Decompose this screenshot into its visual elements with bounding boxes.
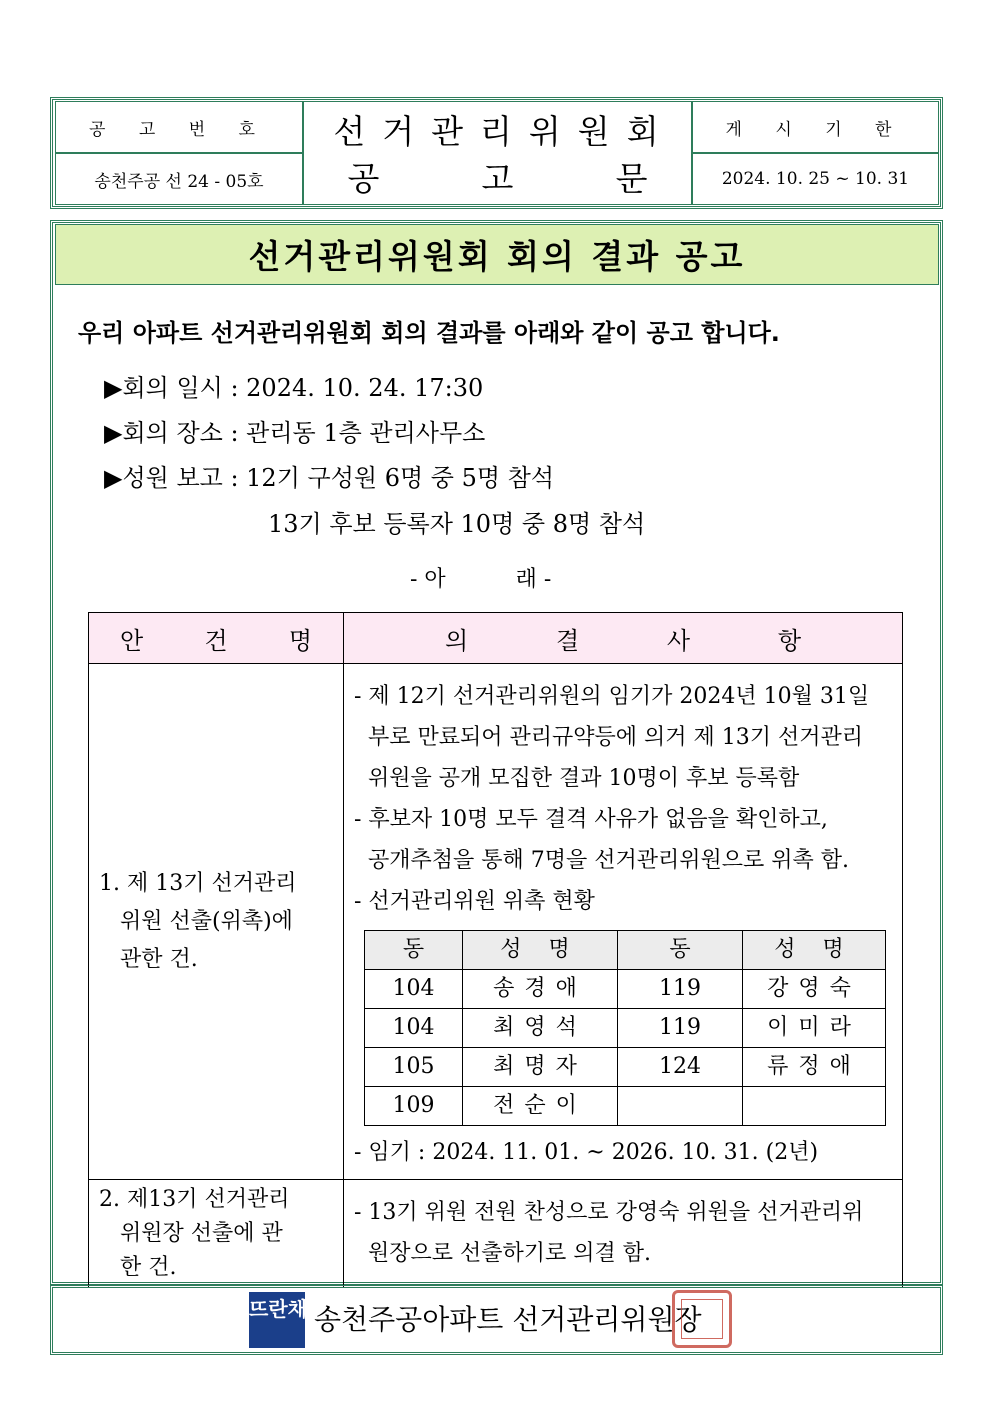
agenda-item-1-line: 관한 건.	[99, 946, 198, 972]
notice-number-label: 공 고 번 호	[89, 119, 269, 140]
logo-text: 뜨란채	[249, 1297, 307, 1321]
resolution-1-line: - 후보자 10명 모두 결격 사유가 없음을 확인하고,	[354, 807, 828, 832]
term-of-office: - 임기 : 2024. 11. 01. ~ 2026. 10. 31. (2년)	[354, 1140, 819, 1165]
member-name: 이미라	[743, 1009, 886, 1048]
members-header-row	[365, 931, 886, 970]
member-dong: 109	[365, 1087, 463, 1126]
agenda-item-2	[89, 1180, 344, 1288]
meeting-place: ▶회의 장소 : 관리동 1층 관리사무소	[104, 419, 486, 447]
agenda-table	[88, 612, 903, 1288]
agenda-item-1-line: 위원 선출(위촉)에	[99, 908, 293, 934]
notice-title-char-3: 문	[615, 159, 648, 198]
agenda-item-header	[89, 613, 344, 664]
agenda-resolution-1	[344, 664, 903, 1180]
member-dong: 119	[618, 970, 743, 1009]
notice-title-line1: 선거관리위원회	[333, 112, 676, 151]
quorum-report-2: 13기 후보 등록자 10명 중 8명 참석	[268, 510, 646, 538]
member-dong	[618, 1087, 743, 1126]
notice-title-char-1: 공	[347, 159, 380, 198]
member-dong: 104	[365, 970, 463, 1009]
member-dong: 119	[618, 1009, 743, 1048]
resolution-2-line: - 13기 위원 전원 찬성으로 강영숙 위원을 선거관리위	[354, 1199, 864, 1225]
posting-period-label-cell	[692, 101, 939, 153]
agenda-resolution-header-char: 항	[777, 626, 801, 655]
members-table	[364, 930, 886, 1126]
signatory: 송천주공아파트 선거관리위원장	[314, 1303, 702, 1336]
member-row	[365, 1087, 886, 1126]
resolution-1-line: - 제 12기 선거관리위원의 임기가 2024년 10월 31일	[354, 684, 870, 709]
agenda-item-header-char: 안	[120, 626, 144, 655]
agenda-resolution-header-char: 결	[555, 626, 580, 655]
resolution-1-line: 부로 만료되어 관리규약등에 의거 제 13기 선거관리	[354, 725, 863, 750]
member-row	[365, 1048, 886, 1087]
notice-title-cell	[303, 101, 692, 205]
agenda-item-header-char: 건	[204, 626, 228, 655]
meeting-date: ▶회의 일시 : 2024. 10. 24. 17:30	[104, 374, 484, 402]
official-seal-icon	[672, 1290, 732, 1348]
intro-text: 우리 아파트 선거관리위원회 회의 결과를 아래와 같이 공고 합니다.	[78, 319, 780, 347]
notice-number: 송천주공 선 24 - 05호	[94, 171, 264, 192]
member-name	[743, 1087, 886, 1126]
members-header-name: 성 명	[463, 931, 618, 970]
member-name: 류정애	[743, 1048, 886, 1087]
member-name: 최명자	[463, 1048, 618, 1087]
agenda-resolution-header-char: 사	[666, 626, 691, 655]
member-dong: 104	[365, 1009, 463, 1048]
resolution-2-line: 원장으로 선출하기로 의결 함.	[354, 1240, 651, 1266]
member-row	[365, 1009, 886, 1048]
members-header-dong: 동	[618, 931, 743, 970]
notice-number-label-cell	[55, 101, 303, 153]
members-header-dong: 동	[365, 931, 463, 970]
agenda-item-1-line: 1. 제 13기 선거관리	[99, 870, 297, 896]
notice-title-line2	[348, 153, 648, 200]
agenda-resolution-2	[344, 1180, 903, 1288]
below-marker: - 아 래 -	[410, 567, 552, 592]
member-name: 송경애	[463, 970, 618, 1009]
posting-period: 2024. 10. 25 ~ 10. 31	[721, 169, 910, 189]
posting-period-label: 게 시 기 한	[725, 119, 906, 140]
member-name: 최영석	[463, 1009, 618, 1048]
agenda-resolution-header	[344, 613, 903, 664]
resolution-1-line: 위원을 공개 모집한 결과 10명이 후보 등록함	[354, 766, 800, 791]
agenda-header-row	[89, 613, 903, 664]
agenda-item-1	[89, 664, 344, 1180]
agenda-item-2-line: 2. 제13기 선거관리	[99, 1186, 290, 1212]
agenda-resolution-header-char: 의	[445, 626, 469, 655]
agenda-item-header-char: 명	[288, 626, 312, 655]
resolution-1-line: 공개추첨을 통해 7명을 선거관리위원으로 위촉 함.	[354, 848, 849, 873]
resolution-1-line: - 선거관리위원 위촉 현황	[354, 889, 595, 914]
posting-period-cell	[692, 153, 939, 205]
notice-number-cell	[55, 153, 303, 205]
agenda-row-1	[89, 664, 903, 1180]
quorum-report-1: ▶성원 보고 : 12기 구성원 6명 중 5명 참석	[104, 464, 555, 492]
notice-title-char-2: 고	[481, 159, 514, 198]
member-dong: 124	[618, 1048, 743, 1087]
agenda-item-2-line: 한 건.	[99, 1254, 177, 1280]
member-row	[365, 970, 886, 1009]
apartment-logo	[249, 1292, 305, 1348]
members-header-name: 성 명	[743, 931, 886, 970]
agenda-item-2-line: 위원장 선출에 관	[99, 1220, 283, 1246]
member-name: 강영숙	[743, 970, 886, 1009]
agenda-row-2	[89, 1180, 903, 1288]
member-dong: 105	[365, 1048, 463, 1087]
notice-main-title: 선거관리위원회 회의 결과 공고	[55, 224, 939, 285]
member-name: 전순이	[463, 1087, 618, 1126]
